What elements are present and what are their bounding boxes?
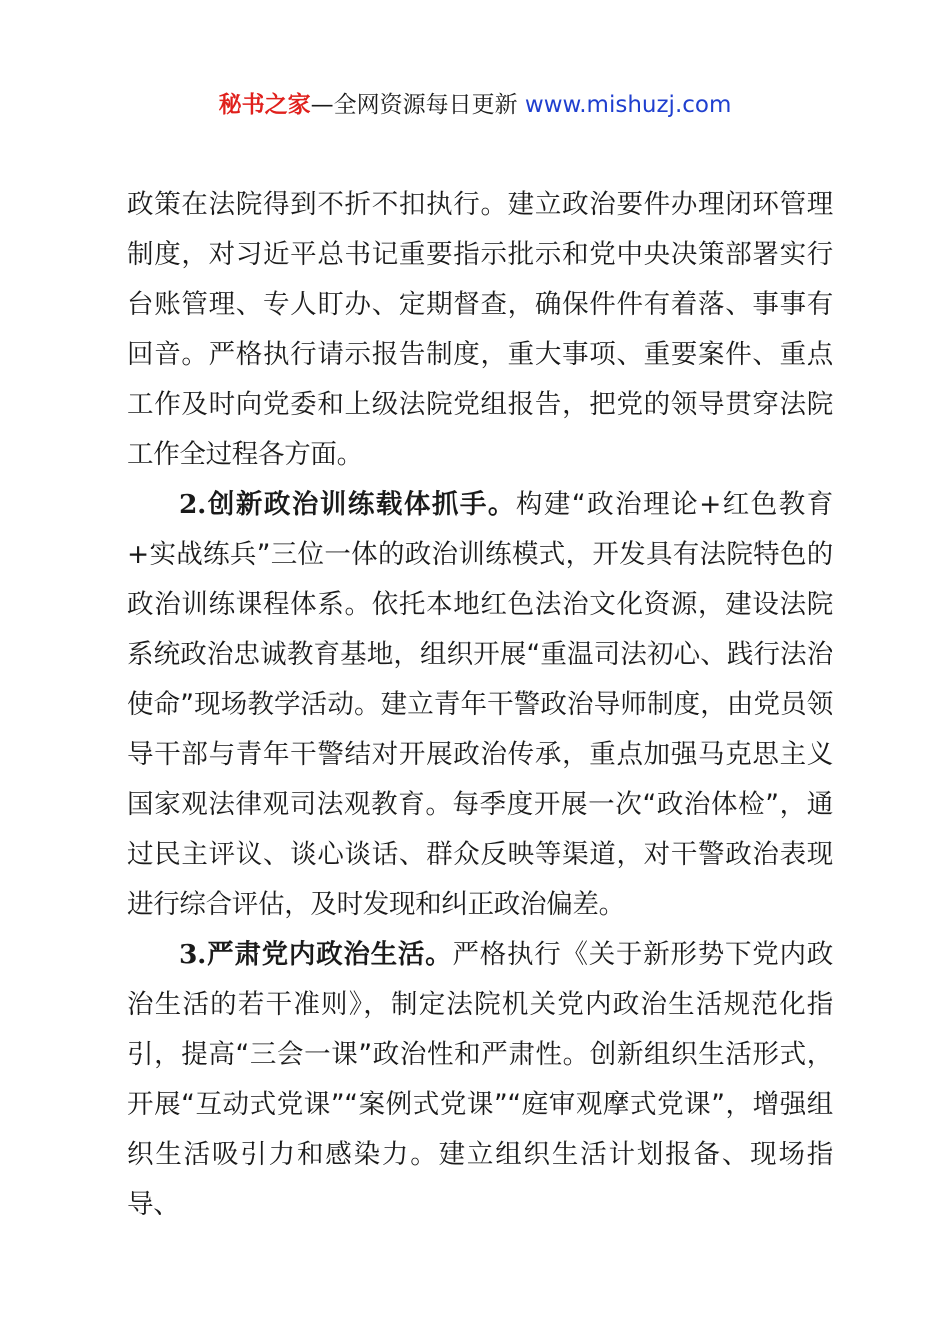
document-body [127, 180, 833, 1230]
section-title-2: 创新政治训练载体抓手。 [206, 489, 516, 520]
paragraph-3-text: 严格执行《关于新形势下党内政治生活的若干准则》，制定法院机关党内政治生活规范化指引，提高“三会一课”政治性和严肃性。创新组织生活形式，开展“互动式党课”“案例式党课”“庭审观摩式党课”，增强组织生活吸引力和感染力。建立组织生活计划报备、现场指导、 [127, 939, 833, 1220]
paragraph-1 [127, 180, 833, 480]
section-heading-2 [179, 489, 516, 520]
website-url[interactable]: www.mishuzj.com [524, 92, 732, 118]
section-title-3: 严肃党内政治生活。 [206, 939, 453, 970]
section-number-3: 3. [179, 939, 207, 970]
header-tagline: —全网资源每日更新 [310, 92, 525, 118]
brand-name: 秘书之家 [218, 92, 311, 118]
section-heading-3 [179, 939, 452, 970]
section-number-2: 2. [179, 489, 207, 520]
paragraph-1-text: 政策在法院得到不折不扣执行。建立政治要件办理闭环管理制度，对习近平总书记重要指示批示和党中央决策部署实行台账管理、专人盯办、定期督查，确保件件有着落、事事有回音。严格执行请示报告制度，重大事项、重要案件、重点工作及时向党委和上级法院党组报告，把党的领导贯穿法院工作全过程各方面。 [127, 189, 833, 470]
paragraph-3 [127, 930, 833, 1230]
paragraph-2-text: 构建“政治理论+红色教育+实战练兵”三位一体的政治训练模式，开发具有法院特色的政治训练课程体系。依托本地红色法治文化资源，建设法院系统政治忠诚教育基地，组织开展“重温司法初心、践行法治使命”现场教学活动。建立青年干警政治导师制度，由党员领导干部与青年干警结对开展政治传承，重点加强马克思主义国家观法律观司法观教育。每季度开展一次“政治体检”，通过民主评议、谈心谈话、群众反映等渠道，对干警政治表现进行综合评估，及时发现和纠正政治偏差。 [127, 489, 833, 920]
paragraph-2 [127, 480, 833, 930]
page-header [0, 88, 950, 122]
